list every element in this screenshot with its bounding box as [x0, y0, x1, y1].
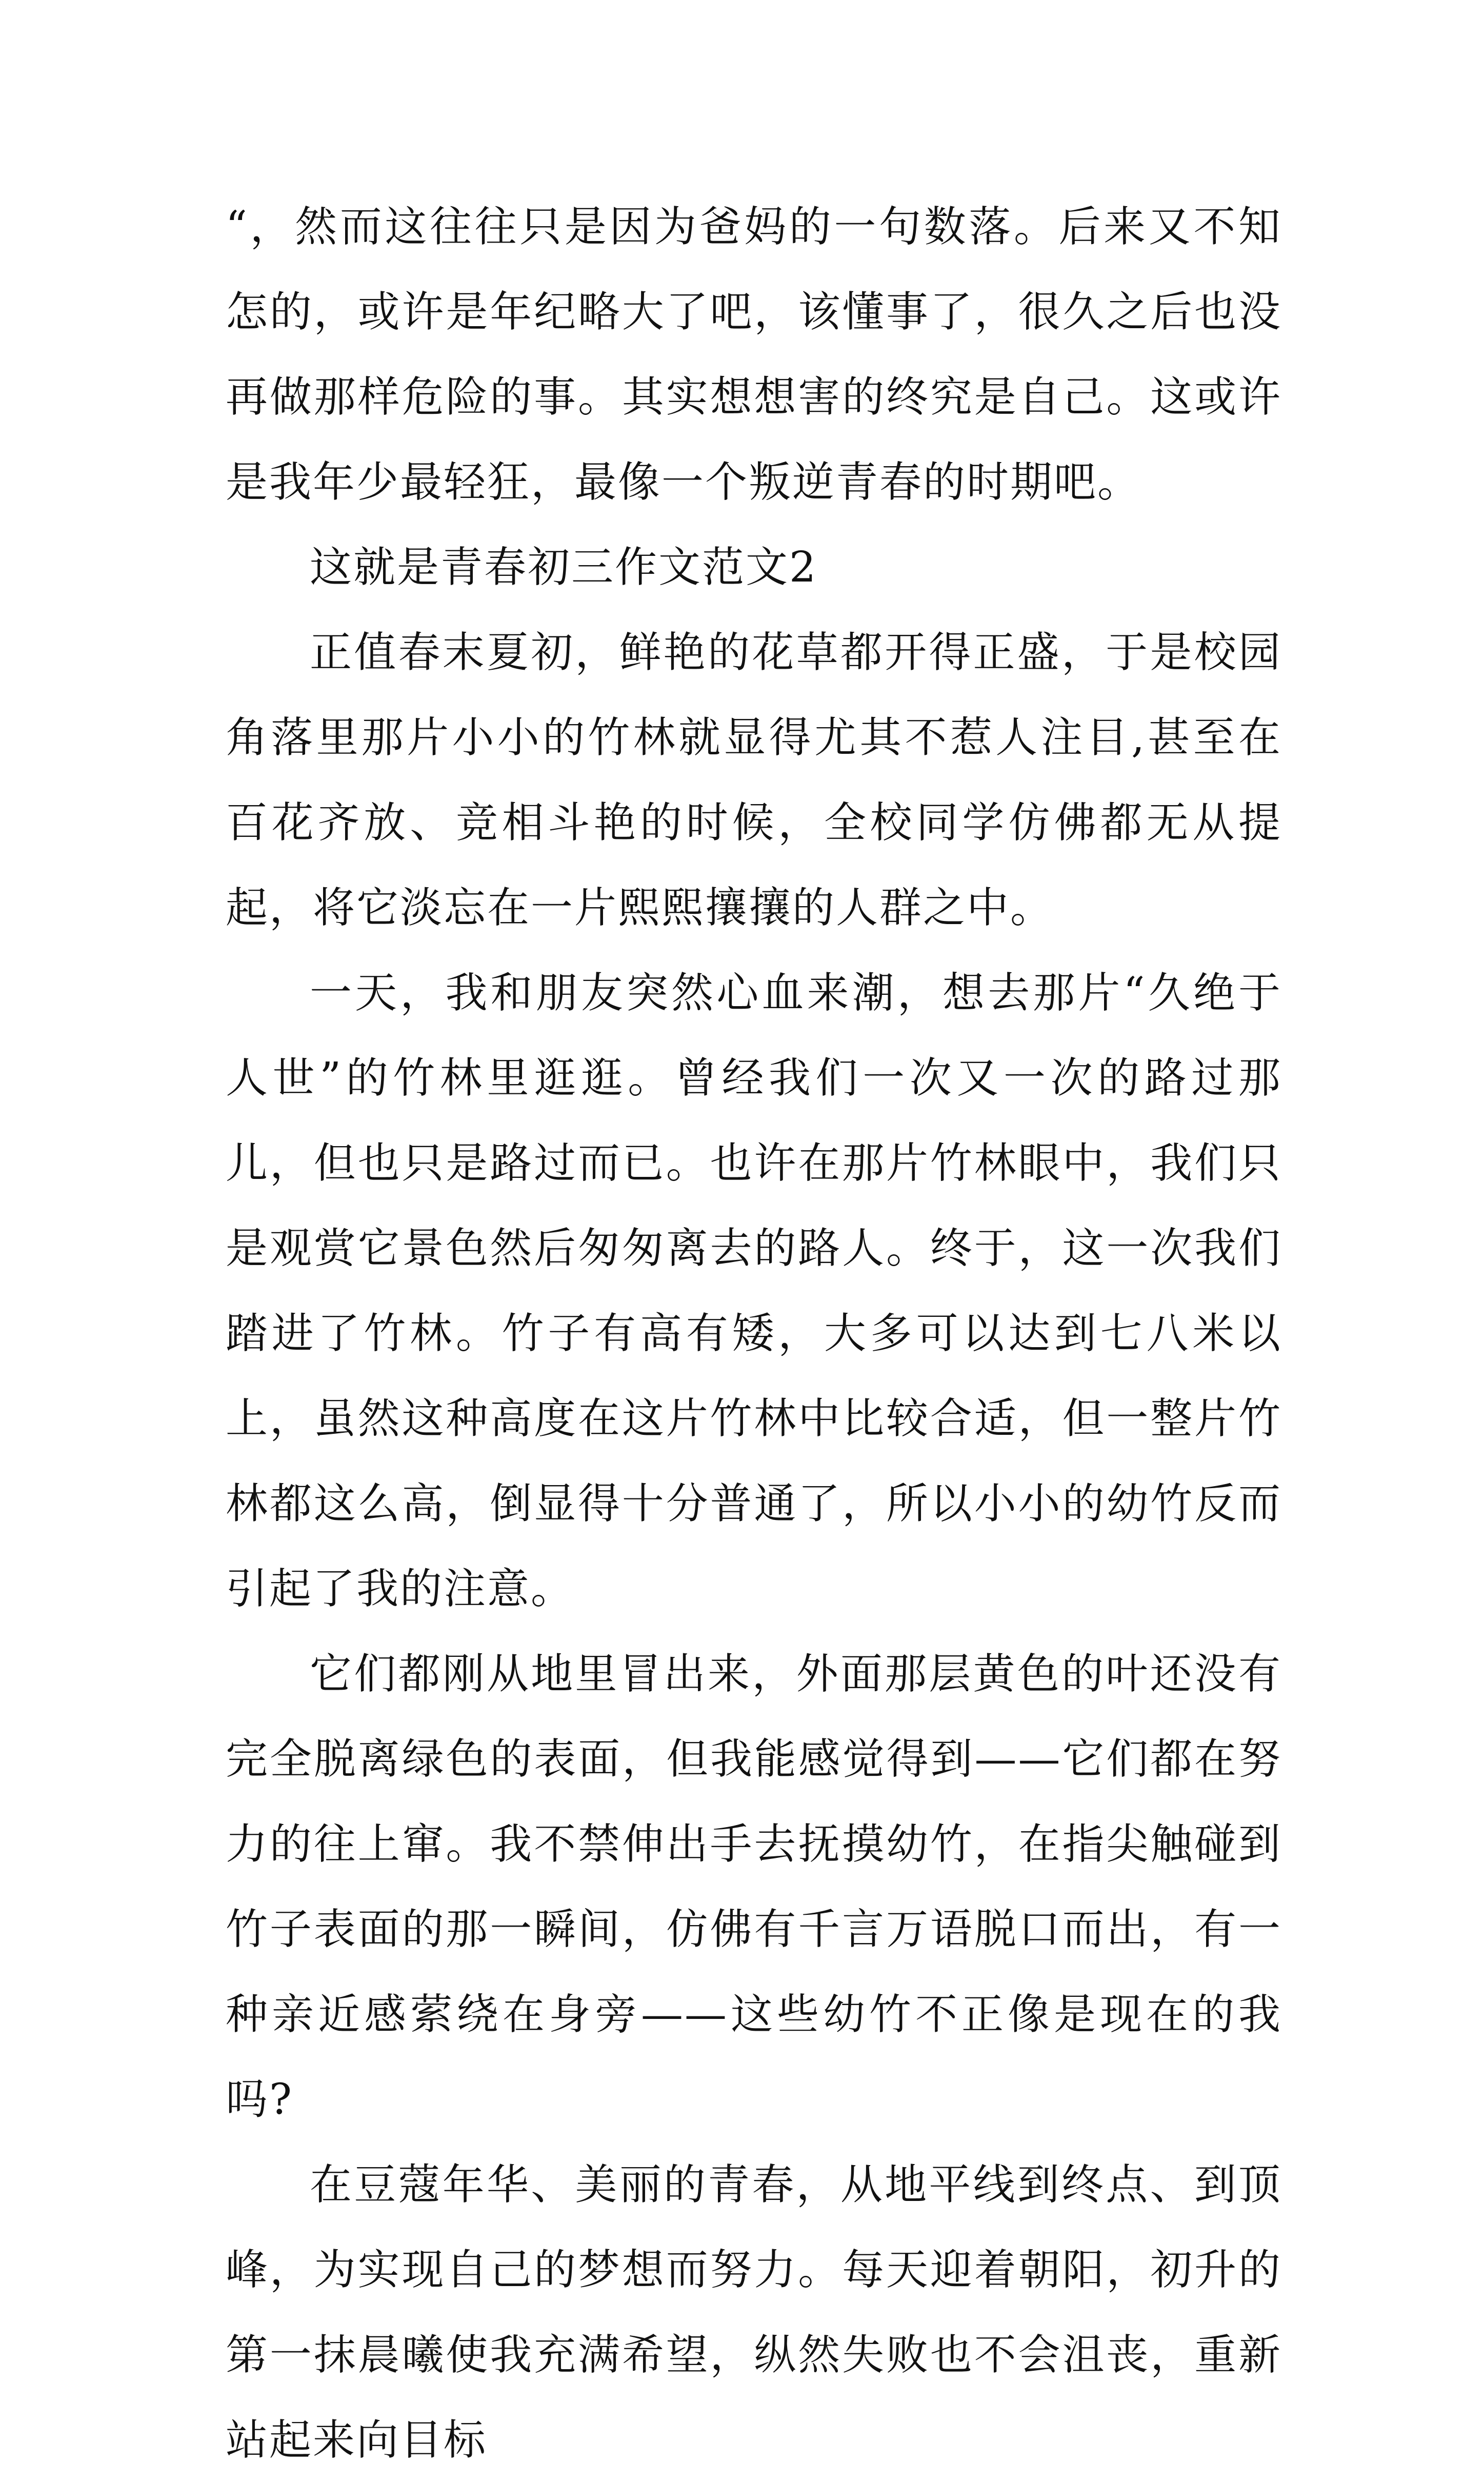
- document-body: [226, 185, 1282, 2483]
- paragraph: 在豆蔻年华、美丽的青春，从地平线到终点、到顶峰，为实现自己的梦想而努力。每天迎着朝阳，初升的第一抹晨曦使我充满希望，纵然失败也不会沮丧，重新站起来向目标: [226, 2160, 1282, 2465]
- paragraph-continued: “，然而这往往只是因为爸妈的一句数落。后来又不知怎的，或许是年纪略大了吧，该懂事了，很久之后也没再做那样危险的事。其实想想害的终究是自己。这或许是我年少最轻狂，最像一个叛逆青春的时期吧。: [226, 203, 1282, 507]
- paragraph: 正值春末夏初，鲜艳的花草都开得正盛，于是校园角落里那片小小的竹林就显得尤其不惹人注目,甚至在百花齐放、竞相斗艳的时候，全校同学仿佛都无从提起，将它淡忘在一片熙熙攘攘的人群之中。: [226, 628, 1282, 932]
- section-heading: 这就是青春初三作文范文2: [310, 543, 818, 592]
- paragraph: 一天，我和朋友突然心血来潮，想去那片“久绝于人世”的竹林里逛逛。曾经我们一次又一次的路过那儿，但也只是路过而已。也许在那片竹林眼中，我们只是观赏它景色然后匆匆离去的路人。终于，这一次我们踏进了竹林。竹子有高有矮，大多可以达到七八米以上，虽然这种高度在这片竹林中比较合适，但一整片竹林都这么高，倒显得十分普通了，所以小小的幼竹反而引起了我的注意。: [226, 969, 1282, 1613]
- paragraph: 它们都刚从地里冒出来，外面那层黄色的叶还没有完全脱离绿色的表面，但我能感觉得到——它们都在努力的往上窜。我不禁伸出手去抚摸幼竹，在指尖触碰到竹子表面的那一瞬间，仿佛有千言万语脱口而出，有一种亲近感萦绕在身旁——这些幼竹不正像是现在的我吗?: [226, 1650, 1282, 2124]
